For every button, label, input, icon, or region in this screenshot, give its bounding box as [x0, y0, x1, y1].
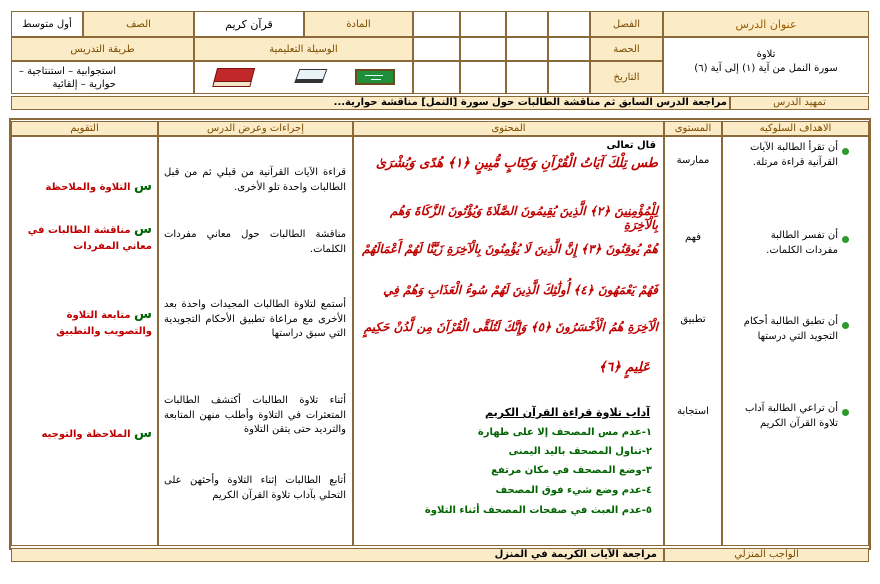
evaluation-item-1	[18, 178, 152, 197]
objective-2: أن تفسر الطالبة مفردات الكلمات.	[766, 230, 838, 256]
class-label-cell	[590, 11, 663, 37]
intro-text: مراجعة الدرس السابق ثم مناقشة الطالبات حول سورة [النمل] مناقشة حوارية...	[333, 97, 727, 108]
homework-text: مراجعة الآيات الكريمة في المنزل	[494, 549, 657, 560]
etiquette-2: ٢-تناول المصحف باليد اليمنى	[508, 446, 652, 457]
objective-1: أن تقرأ الطالبة الآيات القرآنية قراءة مرتلة.	[749, 142, 838, 168]
method-label-cell	[11, 37, 194, 61]
procedure-2: مناقشة الطالبات حول معاني مفردات الكلمات.	[164, 229, 346, 255]
col-level-label: المستوى	[674, 123, 712, 134]
col-content	[353, 121, 664, 136]
verse-line-5: الْآخِرَةِ هُمُ الْأَخْسَرُونَ ﴿٥﴾ وَإِنَّكَ لَتُلَقَّى الْقُرْآنَ مِن لَّدُنْ حَكِيمٍ	[363, 320, 658, 334]
col-level	[664, 121, 722, 136]
verse-line-6: عَلِيمٍ ﴿٦﴾	[598, 360, 650, 375]
period-label-cell	[590, 37, 663, 61]
evaluation-marker-1: س	[134, 179, 152, 194]
date-slot-1[interactable]	[548, 61, 590, 94]
col-content-label: المحتوى	[491, 123, 526, 134]
period-slot-3[interactable]	[460, 37, 506, 61]
evaluation-item-3	[18, 306, 152, 339]
etiquette-3: ٣-وضع المصحف في مكان مرتفع	[491, 465, 652, 476]
etiquette-4: ٤-عدم وضع شيء فوق المصحف	[495, 485, 652, 496]
verse-line-1: طس تِلْكَ آيَاتُ الْقُرْآنِ وَكِتَابٍ مُّبِينٍ ﴿١﴾ هُدًى وَبُشْرَىٰ	[375, 156, 658, 171]
evaluation-text-4: الملاحظة والتوجيه	[41, 429, 131, 440]
homework-label: الواجب المنزلي	[734, 549, 799, 560]
lesson-title-cell	[663, 37, 869, 94]
evaluation-column	[11, 136, 158, 546]
level-4: استجابة	[677, 406, 709, 417]
objective-3: أن تطبق الطالبة أحكام التجويد التي درستها	[743, 316, 838, 342]
period-slot-4[interactable]	[413, 37, 460, 61]
eraser-icon	[293, 67, 327, 85]
period-slot-1[interactable]	[548, 37, 590, 61]
date-slot-4[interactable]	[413, 61, 460, 94]
content-intro: قال تعالى	[606, 140, 656, 151]
verse-line-3: هُمْ يُوقِنُونَ ﴿٣﴾ إِنَّ الَّذِينَ لَا يُؤْمِنُونَ بِالْآخِرَةِ زَيَّنَّا لَهُمْ أَعْمَالَهُمْ	[362, 242, 658, 256]
class-label: الفصل	[612, 19, 641, 30]
date-label-cell	[590, 61, 663, 94]
evaluation-marker-3: س	[134, 307, 152, 322]
grade-label-cell	[83, 11, 194, 37]
evaluation-text-3: متابعة التلاوة والتصويب والتطبيق	[56, 310, 152, 337]
aids-label-cell	[194, 37, 413, 61]
level-column	[664, 136, 722, 546]
intro-label: تمهيد الدرس	[773, 97, 826, 108]
objective-bullet-3	[842, 322, 849, 329]
objective-bullet-1	[842, 148, 849, 155]
intro-text-cell	[11, 96, 730, 110]
col-procedures-label: إجراءات وعرض الدرس	[206, 123, 305, 134]
chalkboard-icon	[355, 69, 395, 85]
evaluation-item-4	[18, 425, 152, 444]
level-3: تطبيق	[680, 314, 706, 325]
period-label: الحصة	[613, 44, 640, 55]
date-slot-2[interactable]	[506, 61, 548, 94]
level-1: ممارسة	[676, 155, 710, 166]
lesson-title-label: عنوان الدرس	[735, 18, 797, 31]
evaluation-item-2	[18, 221, 152, 254]
objective-4: أن تراعي الطالبة آداب تلاوة القرآن الكريم	[745, 403, 838, 429]
evaluation-marker-4: س	[134, 426, 152, 441]
level-2: فهم	[684, 232, 702, 243]
book-icon	[211, 66, 255, 88]
col-evaluation-label: التقويم	[70, 123, 99, 134]
grade-value-cell	[11, 11, 83, 37]
date-label: التاريخ	[613, 72, 640, 83]
lesson-title: تلاوة سورة النمل من آية (١) إلى آية (٦)	[694, 49, 838, 74]
col-procedures	[158, 121, 353, 136]
class-slot-4[interactable]	[413, 11, 460, 37]
class-slot-2[interactable]	[506, 11, 548, 37]
homework-text-cell	[11, 548, 664, 562]
evaluation-text-2: مناقشة الطالبات في معاني المفردات	[27, 225, 152, 252]
aids-icons-cell	[194, 61, 413, 94]
evaluation-text-1: التلاوة والملاحظة	[45, 182, 131, 193]
subject-value-cell	[194, 11, 304, 37]
grade-label: الصف	[126, 19, 151, 30]
method-value: استجوابية – استنتاجية – حوارية – إلقائية	[18, 66, 116, 90]
homework-label-cell	[664, 548, 869, 562]
verse-line-2: لِلْمُؤْمِنِينَ ﴿٢﴾ الَّذِينَ يُقِيمُونَ الصَّلَاةَ وَيُؤْتُونَ الزَّكَاةَ وَهُم بِالْآخِرَةِ	[390, 204, 658, 232]
class-slot-1[interactable]	[548, 11, 590, 37]
method-label: طريقة التدريس	[70, 44, 135, 55]
procedure-5: أتابع الطالبات إثناء التلاوة وأحثهن على التحلي بآداب تلاوة القرآن الكريم	[164, 475, 346, 501]
class-slot-3[interactable]	[460, 11, 506, 37]
date-slot-3[interactable]	[460, 61, 506, 94]
subject-label-cell	[304, 11, 413, 37]
procedure-1: قراءة الآيات القرآنية من قبلي ثم من قبل الطالبات واحدة تلو الأخرى.	[164, 167, 346, 193]
col-objectives-label: الاهداف السلوكيه	[759, 123, 832, 134]
intro-label-cell	[730, 96, 869, 110]
period-slot-2[interactable]	[506, 37, 548, 61]
col-evaluation	[11, 121, 158, 136]
subject-value: قرآن كريم	[225, 18, 273, 31]
objective-bullet-2	[842, 236, 849, 243]
verse-line-4: فَهُمْ يَعْمَهُونَ ﴿٤﴾ أُولَٰئِكَ الَّذِينَ لَهُمْ سُوءُ الْعَذَابِ وَهُمْ فِي	[383, 283, 658, 297]
evaluation-marker-2: س	[134, 222, 152, 237]
lesson-title-label-cell	[663, 11, 869, 37]
etiquette-title: آداب تلاوة قراءة القرآن الكريم	[484, 406, 650, 419]
etiquette-5: ٥-عدم العبث في صفحات المصحف أثناء التلاوة	[424, 505, 652, 516]
subject-label: المادة	[346, 19, 371, 30]
procedure-3: أستمع لتلاوة الطالبات المجيدات واحدة بعد الأخرى مع مراعاة تطبيق الأحكام التجويدية التي سبق دراستها	[164, 299, 346, 339]
procedure-4: أثناء تلاوة الطالبات أكتشف الطالبات المتعثرات في التلاوة وأطلب منهن المتابعة والترديد حتى يتقن التلاوة	[164, 395, 346, 435]
method-value-cell	[11, 61, 194, 94]
grade-value: أول متوسط	[22, 19, 72, 30]
objective-bullet-4	[842, 409, 849, 416]
col-objectives	[722, 121, 869, 136]
aids-label: الوسيلة التعليمية	[269, 44, 338, 55]
etiquette-1: ١-عدم مس المصحف إلا على طهارة	[477, 427, 652, 438]
